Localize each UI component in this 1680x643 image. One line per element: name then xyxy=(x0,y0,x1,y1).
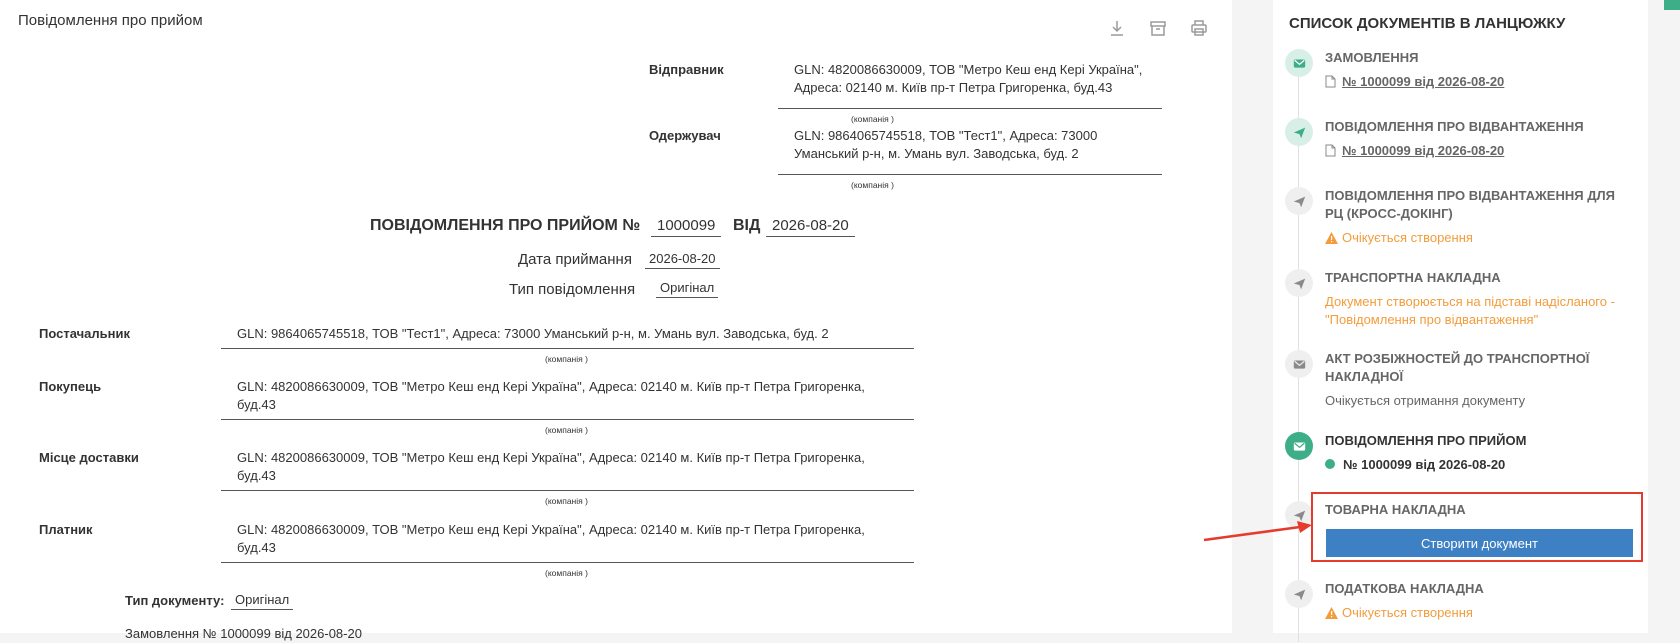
notice-type-value: Оригінал xyxy=(656,280,718,298)
envelope-icon xyxy=(1285,432,1313,460)
divider xyxy=(778,174,1162,175)
edge-tab xyxy=(1664,0,1680,10)
buyer-label: Покупець xyxy=(39,379,102,394)
document-title: Повідомлення про прийом xyxy=(18,12,203,29)
chain-item-status: Документ створюється на підставі надісланого - "Повідомлення про відвантаження" xyxy=(1325,294,1615,327)
archive-icon[interactable] xyxy=(1148,18,1168,38)
chain-item-title: ТРАНСПОРТНА НАКЛАДНА xyxy=(1325,270,1501,285)
company-caption: (компанія ) xyxy=(545,425,588,435)
download-icon[interactable] xyxy=(1107,18,1127,38)
chain-item-current xyxy=(1325,456,1505,474)
recipient-value-line1: GLN: 9864065745518, ТОВ "Тест1", Адреса: 73000 xyxy=(794,128,1098,143)
chain-item-status xyxy=(1325,229,1625,249)
print-icon[interactable] xyxy=(1189,18,1209,38)
chain-item-title: ЗАМОВЛЕННЯ xyxy=(1325,50,1419,65)
sender-value-line2: Адреса: 02140 м. Київ пр-т Петра Григоренка, буд.43 xyxy=(794,80,1113,95)
delivery-place-value-line1: GLN: 4820086630009, ТОВ "Метро Кеш енд Кері Україна", Адреса: 02140 м. Київ пр-т Петра Григоренка, xyxy=(237,450,865,465)
company-caption: (компанія ) xyxy=(545,568,588,578)
chain-item-title: ПОВІДОМЛЕННЯ ПРО ПРИЙОМ xyxy=(1325,433,1527,448)
delivery-place-value-line2: буд.43 xyxy=(237,468,276,483)
create-document-button[interactable]: Створити документ xyxy=(1326,529,1633,557)
company-caption: (компанія ) xyxy=(545,496,588,506)
chain-item-link-text[interactable]: № 1000099 від 2026-08-20 xyxy=(1342,74,1505,89)
chain-item-status-text: Очікується створення xyxy=(1342,605,1473,620)
chain-item-title: ПОВІДОМЛЕННЯ ПРО ВІДВАНТАЖЕННЯ xyxy=(1325,119,1584,134)
chain-item-status xyxy=(1325,604,1625,624)
chain-item-acceptance-notice xyxy=(1285,432,1625,482)
chain-item-link[interactable] xyxy=(1325,142,1504,162)
order-reference: Замовлення № 1000099 від 2026-08-20 xyxy=(125,626,362,641)
doc-type-value: Оригінал xyxy=(231,592,293,610)
chain-item-link-text[interactable]: № 1000099 від 2026-08-20 xyxy=(1342,143,1505,158)
chain-item-title: ТОВАРНА НАКЛАДНА xyxy=(1325,502,1466,517)
send-icon xyxy=(1285,580,1313,608)
warning-icon xyxy=(1325,606,1338,624)
annotation-arrow xyxy=(1200,520,1315,542)
file-icon xyxy=(1325,75,1336,93)
chain-item-current-text: № 1000099 від 2026-08-20 xyxy=(1343,457,1506,472)
chain-item-crossdock-notice xyxy=(1285,187,1625,255)
company-caption: (компанія ) xyxy=(851,180,894,190)
send-icon xyxy=(1285,118,1313,146)
chain-item-status: Очікується отримання документу xyxy=(1325,393,1526,408)
company-caption: (компанія ) xyxy=(545,354,588,364)
notice-type-label: Тип повідомлення xyxy=(509,281,636,298)
recipient-label: Одержувач xyxy=(649,128,721,143)
chain-item-discrepancy-act xyxy=(1285,350,1625,418)
envelope-icon xyxy=(1285,350,1313,378)
buyer-value-line1: GLN: 4820086630009, ТОВ "Метро Кеш енд Кері Україна", Адреса: 02140 м. Київ пр-т Петра Григоренка, xyxy=(237,379,865,394)
doc-type-label: Тип документу: xyxy=(125,593,225,608)
payer-label: Платник xyxy=(39,522,93,537)
supplier-label: Постачальник xyxy=(39,326,130,341)
from-label: ВІД xyxy=(733,217,761,234)
divider xyxy=(221,419,914,420)
acceptance-date-value: 2026-08-20 xyxy=(645,251,720,269)
file-icon xyxy=(1325,144,1336,162)
payer-value-line2: буд.43 xyxy=(237,540,276,555)
chain-item-status-text: Очікується створення xyxy=(1342,230,1473,245)
chain-item-tax-invoice xyxy=(1285,580,1625,630)
sender-label: Відправник xyxy=(649,62,724,77)
notice-date: 2026-08-20 xyxy=(766,217,855,237)
divider xyxy=(221,490,914,491)
acceptance-date-label: Дата приймання xyxy=(518,251,632,268)
chain-item-title: ПОДАТКОВА НАКЛАДНА xyxy=(1325,581,1484,596)
chain-item-shipment-notice xyxy=(1285,118,1625,168)
notice-number: 1000099 xyxy=(651,217,721,237)
chain-item-title: АКТ РОЗБІЖНОСТЕЙ ДО ТРАНСПОРТНОЇ НАКЛАДНОЇ xyxy=(1325,351,1590,384)
notice-heading: ПОВІДОМЛЕННЯ ПРО ПРИЙОМ № xyxy=(370,217,641,234)
chain-item-waybill xyxy=(1285,269,1625,337)
company-caption: (компанія ) xyxy=(851,114,894,124)
status-dot xyxy=(1325,459,1335,469)
supplier-value-line1: GLN: 9864065745518, ТОВ "Тест1", Адреса: 73000 Уманський р-н, м. Умань вул. Заводська, буд. 2 xyxy=(237,326,829,341)
warning-icon xyxy=(1325,231,1338,249)
divider xyxy=(778,108,1162,109)
chain-item-order xyxy=(1285,49,1625,99)
send-icon xyxy=(1285,269,1313,297)
divider xyxy=(221,562,914,563)
chain-item-title: ПОВІДОМЛЕННЯ ПРО ВІДВАНТАЖЕННЯ ДЛЯ РЦ (КРОСС-ДОКІНГ) xyxy=(1325,188,1615,221)
chain-item-link[interactable] xyxy=(1325,73,1504,93)
payer-value-line1: GLN: 4820086630009, ТОВ "Метро Кеш енд Кері Україна", Адреса: 02140 м. Київ пр-т Петра Григоренка, xyxy=(237,522,865,537)
envelope-icon xyxy=(1285,49,1313,77)
chain-title: СПИСОК ДОКУМЕНТІВ В ЛАНЦЮЖКУ xyxy=(1289,15,1566,32)
sender-value-line1: GLN: 4820086630009, ТОВ "Метро Кеш енд Кері Україна", xyxy=(794,62,1143,77)
buyer-value-line2: буд.43 xyxy=(237,397,276,412)
annotation-highlight-box xyxy=(1311,492,1643,562)
recipient-value-line2: Уманський р-н, м. Умань вул. Заводська, буд. 2 xyxy=(794,146,1079,161)
delivery-place-label: Місце доставки xyxy=(39,450,139,465)
divider xyxy=(221,348,914,349)
send-icon xyxy=(1285,187,1313,215)
